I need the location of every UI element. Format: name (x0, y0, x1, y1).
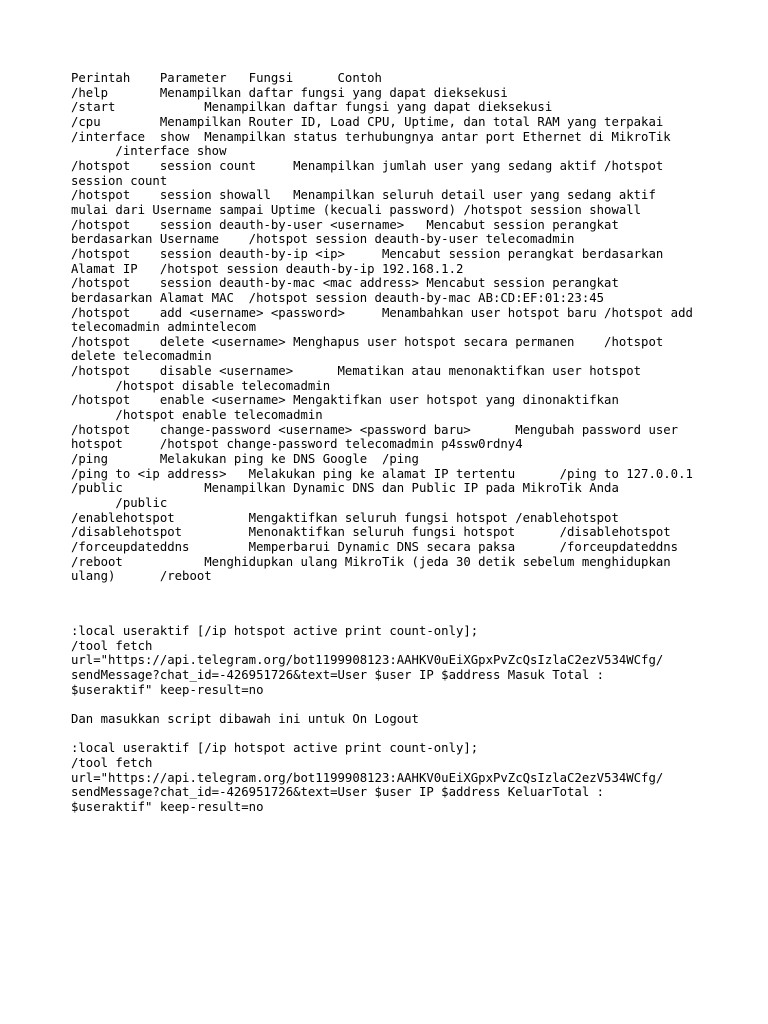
spacer (71, 697, 708, 712)
command-table-text: Perintah Parameter Fungsi Contoh /help Menampilkan daftar fungsi yang dapat dieksekusi /start Menampilkan daftar fungsi yang dapat dieksekusi /cpu Menampilkan Router ID, Load CPU, Uptime, dan total RAM yang terpakai /interface show Menampilkan status terhubungnya antar port Ethernet di MikroTik /interface show /hotspot session count Menampilkan jumlah user yang sedang aktif /hotspot session count /hotspot session showall Menampilkan seluruh detail user yang sedang aktif mulai dari Username sampai Uptime (kecuali password) /hotspot session showall /hotspot session deauth-by-user <username> Mencabut session perangkat berdasarkan Username /hotspot session deauth-by-user telecomadmin /hotspot session deauth-by-ip <ip> Mencabut session perangkat berdasarkan Alamat IP /hotspot session deauth-by-ip 192.168.1.2 /hotspot session deauth-by-mac <mac address> Mencabut session perangkat berdasarkan Alamat MAC /hotspot session deauth-by-mac AB:CD:EF:01:23:45 /hotspot add <username> <password> Menambahkan user hotspot baru /hotspot add telecomadmin admintelecom /hotspot delete <username> Menghapus user hotspot secara permanen /hotspot delete telecomadmin /hotspot disable <username> Mematikan atau menonaktifkan user hotspot /hotspot disable telecomadmin /hotspot enable <username> Mengaktifkan user hotspot yang dinonaktifkan /hotspot enable telecomadmin /hotspot change-password <username> <password baru> Mengubah password user hotspot /hotspot change-password telecomadmin p4ssw0rdny4 /ping Melakukan ping ke DNS Google /ping /ping to <ip address> Melakukan ping ke alamat IP tertentu /ping to 127.0.0.1 /public Menampilkan Dynamic DNS dan Public IP pada MikroTik Anda /public /enablehotspot Mengaktifkan seluruh fungsi hotspot /enablehotspot /disablehotspot Menonaktifkan seluruh fungsi hotspot /disablehotspot /forceupdateddns Memperbarui Dynamic DNS secara paksa /forceupdateddns /reboot Menghidupkan ulang MikroTik (jeda 30 detik sebelum menghidupkan ulang) /reboot (71, 71, 693, 584)
spacer (71, 727, 708, 742)
logout-script-text: :local useraktif [/ip hotspot active print count-only]; /tool fetch url="https://api.telegram.org/bot1199908123:AAHKV0uEiXGpxPvZcQsIzlaC2ezV534WCfg/ sendMessage?chat_id=-426951726&text=User $user IP $address KeluarTotal : $useraktif" keep-result=no (71, 741, 664, 814)
spacer (71, 584, 708, 624)
login-script-text: :local useraktif [/ip hotspot active print count-only]; /tool fetch url="https://api.telegram.org/bot1199908123:AAHKV0uEiXGpxPvZcQsIzlaC2ezV534WCfg/ sendMessage?chat_id=-426951726&text=User $user IP $address Masuk Total : $useraktif" keep-result=no (71, 623, 664, 697)
logout-instruction-text: Dan masukkan script dibawah ini untuk On Logout (71, 711, 419, 726)
